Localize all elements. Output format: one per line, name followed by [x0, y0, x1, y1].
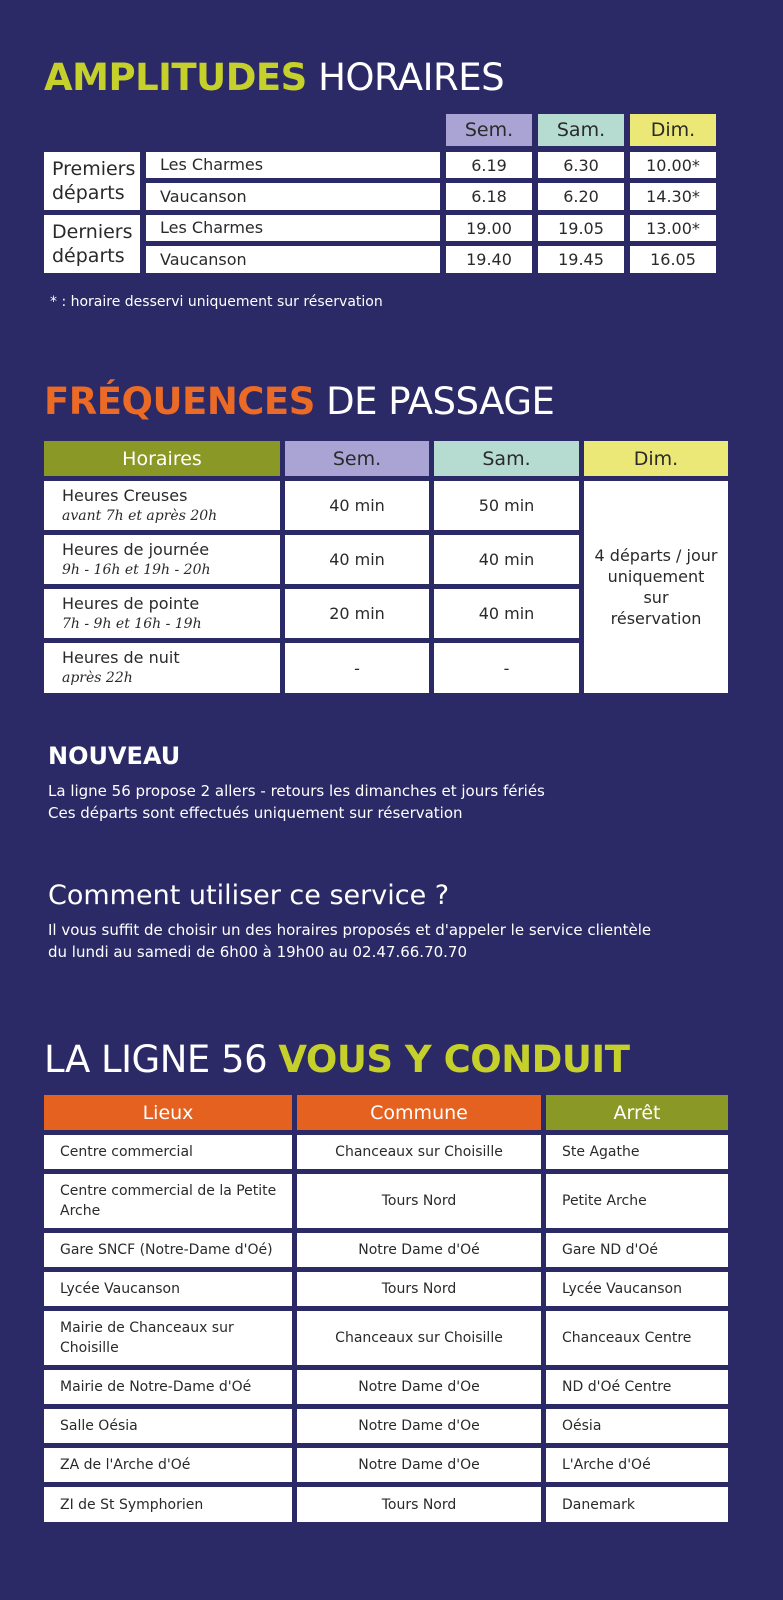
comment-line1: Il vous suffit de choisir un des horaires proposés et d'appeler le service clientèle — [48, 921, 652, 939]
ligne-title-rest: LA LIGNE 56 — [44, 1038, 279, 1081]
ligne-arret-cell: Danemark — [546, 1487, 728, 1522]
ligne-lieu-cell — [44, 1409, 292, 1443]
frequences-row-name: Heures de pointe — [62, 593, 200, 613]
ligne-lieu-text: ZA de l'Arche d'Oé — [60, 1457, 191, 1473]
frequences-row-label — [44, 481, 280, 530]
ligne-lieu-text: Centre commercial — [60, 1144, 193, 1160]
frequences-value-cell: 40 min — [285, 481, 429, 530]
frequences-dim-merged — [584, 481, 728, 693]
frequences-value-cell: 40 min — [434, 535, 579, 584]
ligne-commune-cell: Notre Dame d'Oe — [297, 1448, 541, 1482]
frequences-value-cell: - — [285, 643, 429, 693]
ligne-lieu-cell — [44, 1272, 292, 1306]
ligne-lieu-text: Centre commercial de la Petite — [60, 1183, 277, 1199]
comment-title: Comment utiliser ce service ? — [48, 880, 450, 911]
ligne-header-arret: Arrêt — [546, 1095, 728, 1130]
amplitudes-group-derniers — [44, 215, 140, 273]
frequences-row-name: Heures de nuit — [62, 648, 180, 667]
ligne-lieu-cell — [44, 1487, 292, 1522]
frequences-dim-line1: 4 départs / jour — [594, 546, 718, 565]
amplitudes-header-sam: Sam. — [538, 114, 624, 146]
frequences-title — [44, 380, 554, 423]
frequences-title-rest: DE PASSAGE — [314, 380, 555, 423]
amplitudes-title — [44, 56, 504, 99]
ligne-lieu-text: Gare SNCF (Notre-Dame d'Oé) — [60, 1242, 273, 1258]
ligne-commune-cell: Tours Nord — [297, 1272, 541, 1306]
amplitudes-header-dim: Dim. — [630, 114, 716, 146]
ligne-commune-cell: Notre Dame d'Oé — [297, 1233, 541, 1267]
amplitudes-value-cell: 13.00* — [630, 215, 716, 241]
frequences-row-detail: après 22h — [62, 670, 133, 686]
ligne-commune-cell: Tours Nord — [297, 1487, 541, 1522]
nouveau-line1: La ligne 56 propose 2 allers - retours les dimanches et jours fériés — [48, 782, 545, 800]
comment-line2: du lundi au samedi de 6h00 à 19h00 au 02.47.66.70.70 — [48, 943, 468, 961]
frequences-row-detail: 9h - 16h et 19h - 20h — [62, 561, 211, 578]
frequences-row-label — [44, 589, 280, 638]
frequences-header-dim: Dim. — [584, 441, 728, 476]
frequences-row-label — [44, 643, 280, 693]
amplitudes-title-rest: HORAIRES — [306, 56, 505, 99]
frequences-dim-line2: uniquement — [607, 567, 705, 586]
amplitudes-value-cell: 19.45 — [538, 246, 624, 273]
frequences-header-sem: Sem. — [285, 441, 429, 476]
ligne-arret-cell: Chanceaux Centre — [546, 1311, 728, 1365]
ligne-title — [44, 1038, 629, 1081]
ligne-lieu-text: Lycée Vaucanson — [60, 1281, 180, 1297]
frequences-header-horaires: Horaires — [44, 441, 280, 476]
amplitudes-group-premiers — [44, 152, 140, 210]
frequences-row-name: Heures Creuses — [62, 485, 188, 505]
frequences-header-sam: Sam. — [434, 441, 579, 476]
ligne-commune-cell: Chanceaux sur Choisille — [297, 1135, 541, 1169]
ligne-lieu-cell — [44, 1370, 292, 1404]
amplitudes-group-derniers-line2: départs — [52, 245, 125, 267]
amplitudes-stop-cell: Vaucanson — [146, 246, 440, 273]
amplitudes-header-sem: Sem. — [446, 114, 532, 146]
frequences-dim-line3: sur — [643, 588, 669, 607]
ligne-header-lieux: Lieux — [44, 1095, 292, 1130]
amplitudes-value-cell: 19.00 — [446, 215, 532, 241]
ligne-lieu-text-line2: Choisille — [60, 1340, 119, 1356]
frequences-row-name: Heures de journée — [62, 539, 210, 559]
amplitudes-stop-cell: Vaucanson — [146, 183, 440, 210]
ligne-arret-cell: Gare ND d'Oé — [546, 1233, 728, 1267]
ligne-arret-cell: Ste Agathe — [546, 1135, 728, 1169]
frequences-row-label — [44, 535, 280, 584]
amplitudes-value-cell: 6.18 — [446, 183, 532, 210]
amplitudes-value-cell: 16.05 — [630, 246, 716, 273]
ligne-lieu-text: Salle Oésia — [60, 1418, 138, 1434]
amplitudes-value-cell: 10.00* — [630, 152, 716, 178]
amplitudes-group-premiers-line2: départs — [52, 182, 125, 204]
ligne-arret-cell: ND d'Oé Centre — [546, 1370, 728, 1404]
ligne-commune-cell: Tours Nord — [297, 1174, 541, 1228]
ligne-arret-cell: L'Arche d'Oé — [546, 1448, 728, 1482]
frequences-row-detail: 7h - 9h et 16h - 19h — [62, 615, 202, 632]
frequences-title-highlight: FRÉQUENCES — [44, 380, 315, 423]
amplitudes-stop-cell: Les Charmes — [146, 152, 440, 178]
amplitudes-group-premiers-line1: Premiers — [52, 158, 136, 180]
ligne-lieu-cell — [44, 1135, 292, 1169]
amplitudes-value-cell: 19.40 — [446, 246, 532, 273]
frequences-value-cell: - — [434, 643, 579, 693]
amplitudes-value-cell: 6.20 — [538, 183, 624, 210]
ligne-lieu-text: Mairie de Chanceaux sur — [60, 1320, 234, 1336]
frequences-dim-line4: réservation — [610, 609, 702, 628]
amplitudes-value-cell: 6.19 — [446, 152, 532, 178]
ligne-header-commune: Commune — [297, 1095, 541, 1130]
ligne-lieu-text-line2: Arche — [60, 1203, 101, 1219]
amplitudes-value-cell: 14.30* — [630, 183, 716, 210]
amplitudes-note: * : horaire desservi uniquement sur réservation — [50, 294, 383, 310]
frequences-value-cell: 20 min — [285, 589, 429, 638]
ligne-arret-cell: Petite Arche — [546, 1174, 728, 1228]
ligne-lieu-cell — [44, 1174, 292, 1228]
amplitudes-value-cell: 19.05 — [538, 215, 624, 241]
ligne-lieu-text: Mairie de Notre-Dame d'Oé — [60, 1379, 252, 1395]
ligne-commune-cell: Notre Dame d'Oe — [297, 1370, 541, 1404]
ligne-commune-cell: Chanceaux sur Choisille — [297, 1311, 541, 1365]
amplitudes-group-derniers-line1: Derniers — [52, 221, 133, 243]
nouveau-line2: Ces départs sont effectués uniquement sur réservation — [48, 804, 463, 822]
ligne-arret-cell: Oésia — [546, 1409, 728, 1443]
amplitudes-stop-cell: Les Charmes — [146, 215, 440, 241]
ligne-title-highlight: VOUS Y CONDUIT — [278, 1038, 630, 1081]
frequences-value-cell: 40 min — [285, 535, 429, 584]
frequences-value-cell: 50 min — [434, 481, 579, 530]
ligne-arret-cell: Lycée Vaucanson — [546, 1272, 728, 1306]
nouveau-title: NOUVEAU — [48, 742, 181, 770]
amplitudes-title-highlight: AMPLITUDES — [44, 56, 307, 99]
ligne-lieu-cell — [44, 1448, 292, 1482]
frequences-value-cell: 40 min — [434, 589, 579, 638]
frequences-row-detail: avant 7h et après 20h — [62, 507, 218, 524]
amplitudes-value-cell: 6.30 — [538, 152, 624, 178]
ligne-lieu-cell — [44, 1233, 292, 1267]
ligne-lieu-text: ZI de St Symphorien — [60, 1496, 204, 1513]
ligne-lieu-cell — [44, 1311, 292, 1365]
ligne-commune-cell: Notre Dame d'Oe — [297, 1409, 541, 1443]
